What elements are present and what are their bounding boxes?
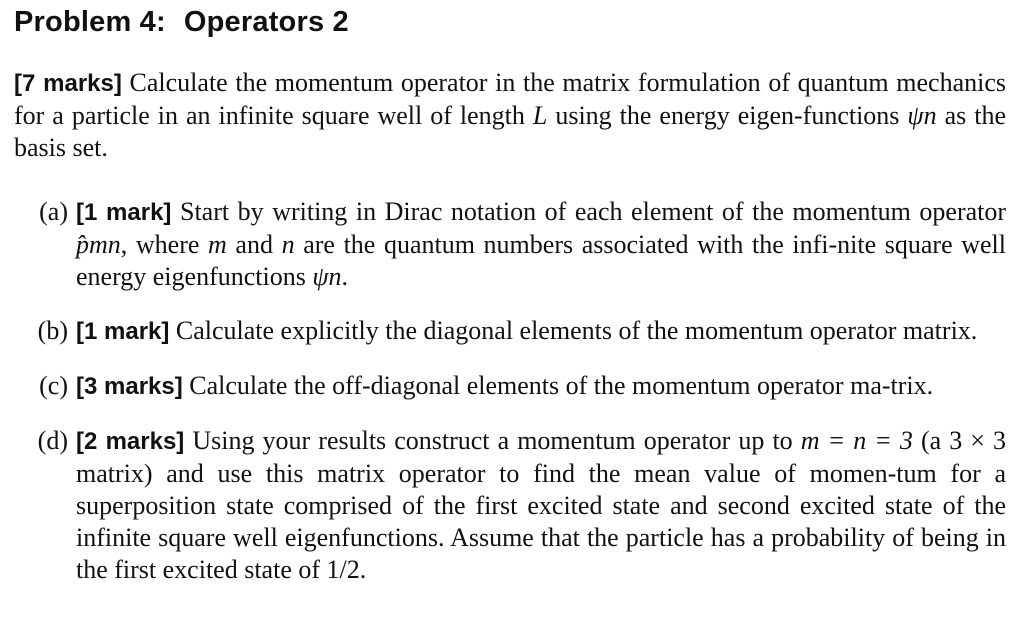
part-a-var-p: p̂mn — [76, 230, 121, 259]
part-b — [14, 315, 1006, 348]
part-d-letter: (d) — [37, 426, 68, 455]
part-a-var-psi: ψn — [312, 262, 342, 291]
part-a-letter: (a) — [39, 197, 68, 226]
part-d — [14, 425, 1006, 586]
part-b-body — [76, 315, 1006, 348]
part-c-text: Calculate the off-diagonal elements of the momentum operator ma-trix. — [189, 371, 934, 400]
part-a — [14, 196, 1006, 293]
problem-document — [14, 0, 1006, 586]
part-d-text-2: (a 3 × 3 matrix) and use this matrix operator to find the mean value of momen-tum for a superposition state comprised of the first excited state and second excited state of the infinite square well eigenfunctions. Assume that the particle has a probability of being in the first excited state of 1/2. — [76, 426, 1007, 584]
problem-intro — [14, 67, 1006, 164]
problem-parts — [14, 196, 1006, 586]
part-b-letter: (b) — [37, 316, 68, 345]
part-d-var-eq: m = n = 3 — [800, 426, 913, 455]
part-b-marks: [1 mark] — [76, 318, 170, 345]
part-d-text-1: Using your results construct a momentum operator up to — [192, 426, 801, 455]
part-a-text-1: Start by writing in Dirac notation of each element of the momentum operator — [180, 197, 1007, 226]
part-a-marks: [1 mark] — [76, 199, 172, 226]
intro-text-3: as the basis set. — [14, 101, 1006, 162]
part-a-text-4: are the quantum numbers associated with the infi-nite square well energy eigenfunctions — [76, 230, 1006, 291]
part-a-text-3: and — [226, 230, 282, 259]
problem-name: Operators 2 — [183, 6, 349, 38]
part-c-body — [76, 370, 1006, 403]
part-c — [14, 370, 1006, 403]
intro-text-2: using the energy eigen-functions — [547, 101, 908, 130]
part-a-var-n: n — [281, 230, 295, 259]
part-a-text-5: . — [341, 262, 348, 291]
intro-text-1: Calculate the momentum operator in the matrix formulation of quantum mechanics for a particle in an infinite square well of length — [14, 68, 1006, 130]
intro-var-psi: ψn — [907, 101, 937, 130]
part-c-marks: [3 marks] — [76, 373, 183, 400]
problem-title — [14, 4, 1006, 40]
part-b-text: Calculate explicitly the diagonal elements of the momentum operator matrix. — [175, 316, 978, 345]
intro-marks: [7 marks] — [14, 70, 122, 97]
part-a-var-m: m — [208, 230, 227, 259]
problem-number: Problem 4: — [14, 6, 166, 38]
part-d-body — [76, 425, 1006, 586]
intro-var-L: L — [532, 101, 548, 130]
part-d-marks: [2 marks] — [76, 428, 185, 455]
part-a-body — [76, 196, 1006, 293]
part-c-letter: (c) — [39, 371, 68, 400]
part-a-text-2: , where — [120, 230, 209, 259]
